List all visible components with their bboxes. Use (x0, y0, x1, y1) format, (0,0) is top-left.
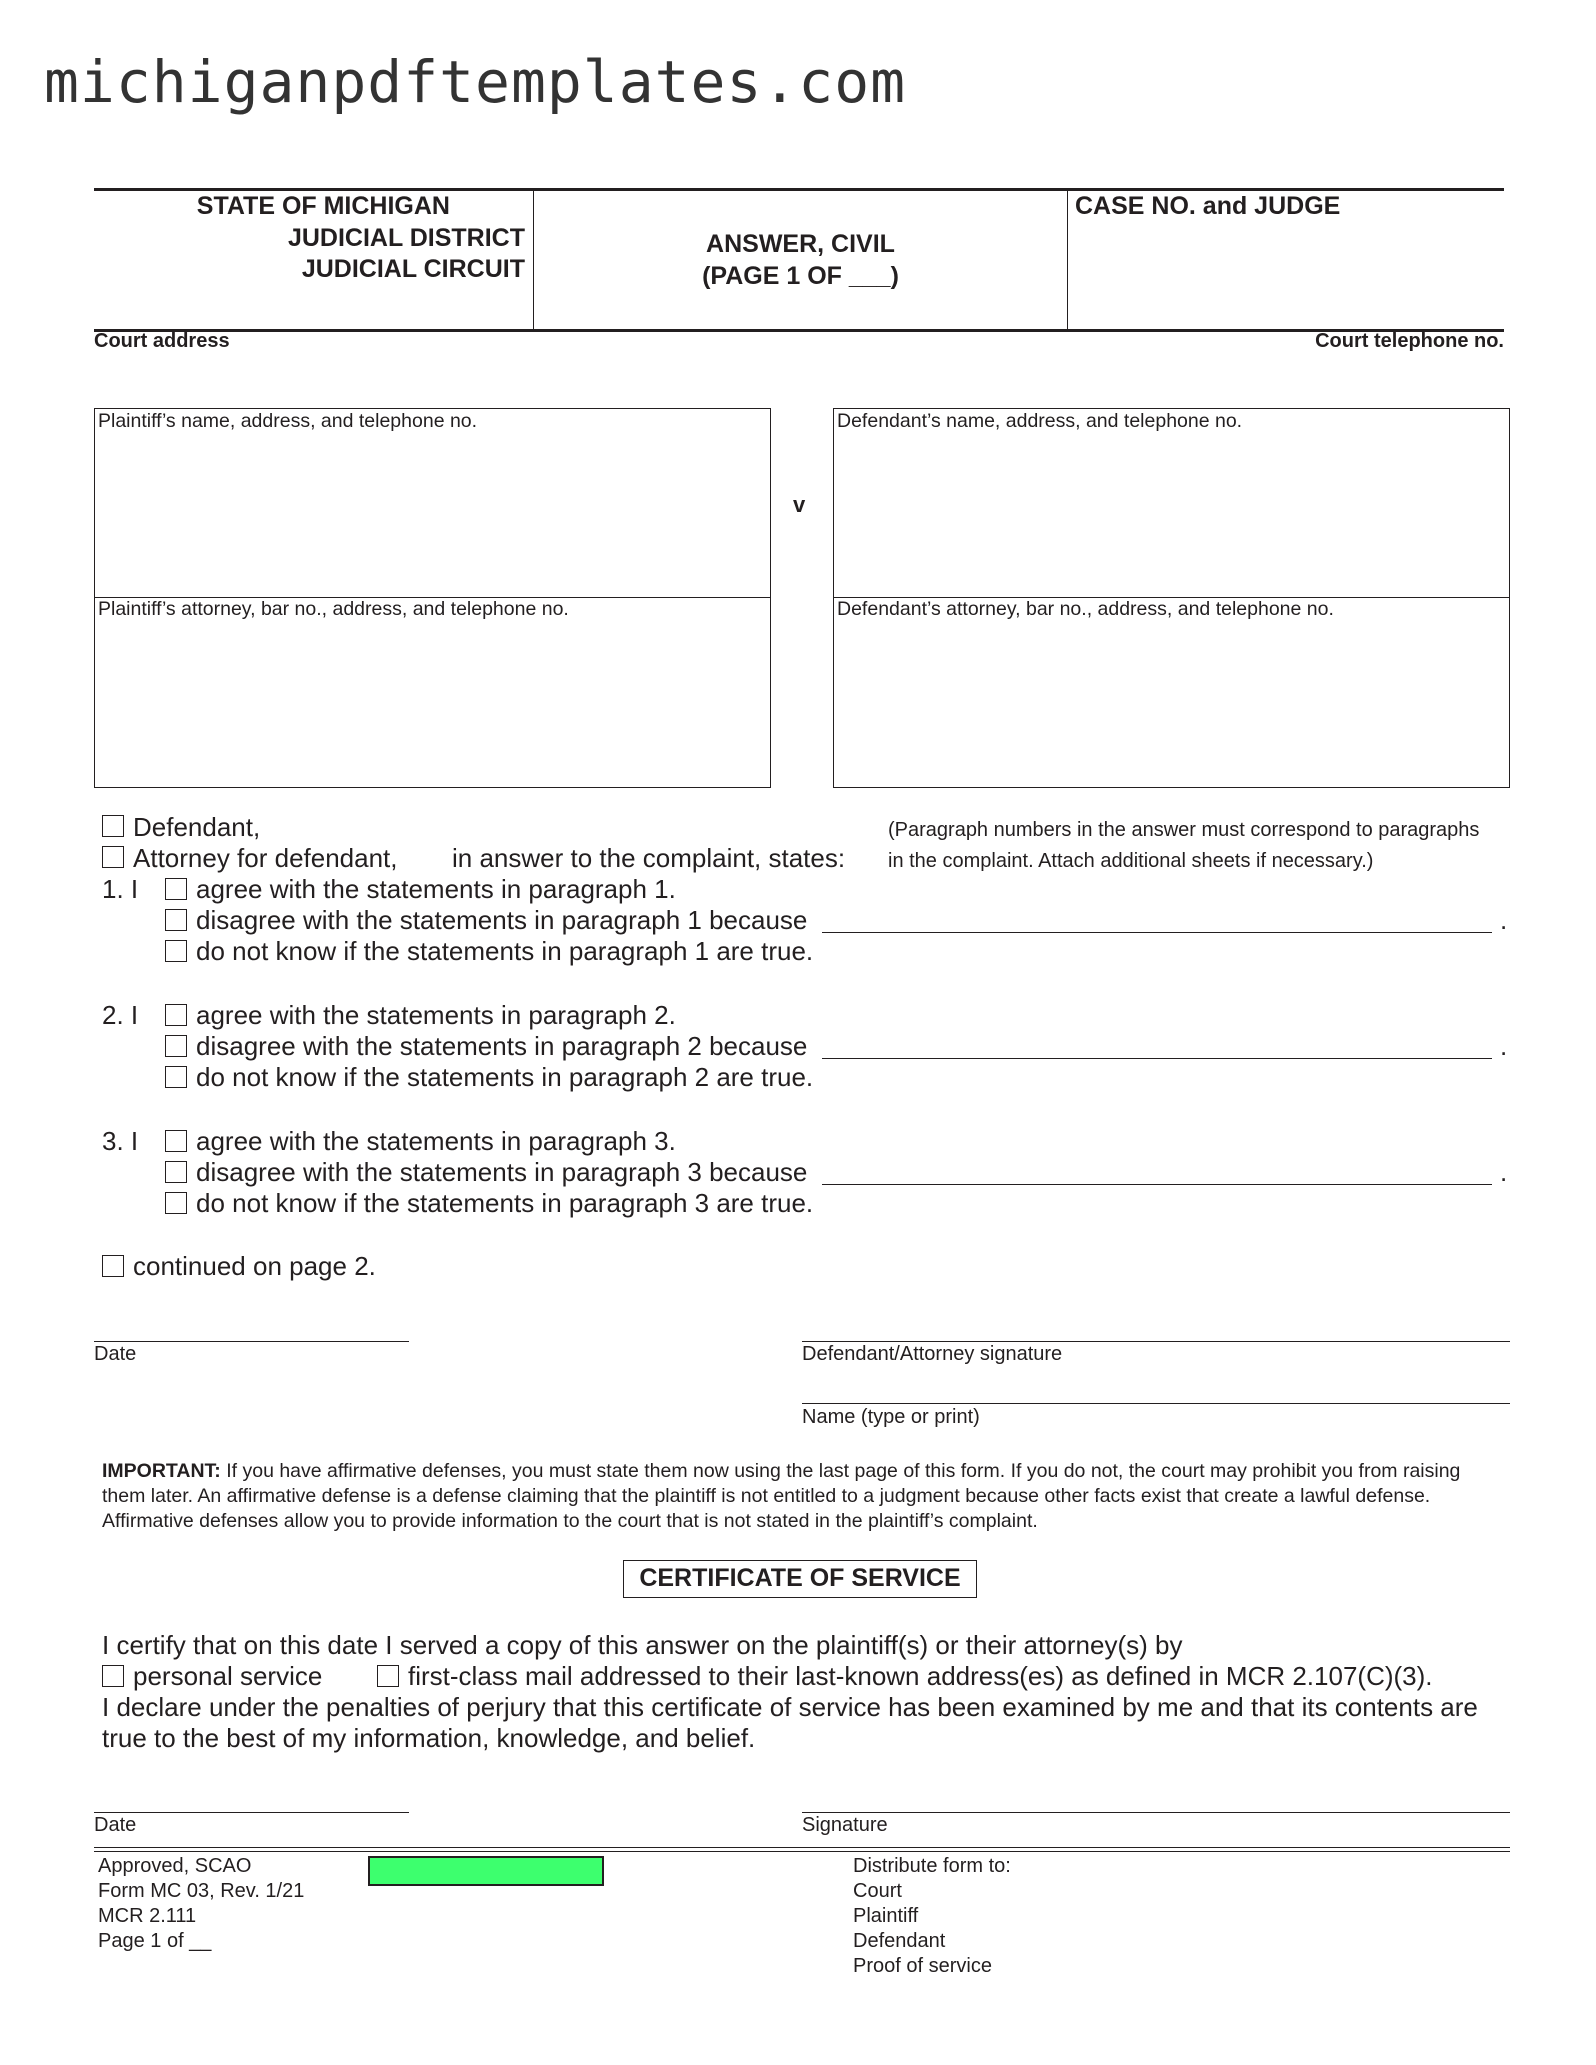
defendant-attorney-label: Defendant’s attorney, bar no., address, and telephone no. (837, 598, 1334, 620)
certificate-date-line[interactable] (94, 1812, 409, 1813)
paragraph-1-agree-checkbox[interactable] (165, 878, 187, 900)
paragraph-3-unknown-checkbox[interactable] (165, 1192, 187, 1214)
personal-service-checkbox[interactable] (102, 1665, 124, 1687)
paragraph-1-reason-line[interactable] (822, 932, 1492, 933)
highlight-box (368, 1856, 604, 1886)
paragraph-note-line2: in the complaint. Attach additional sheets if necessary.) (888, 850, 1374, 872)
paragraph-2-agree-label: agree with the statements in paragraph 2. (196, 1000, 676, 1030)
date-line[interactable] (94, 1341, 409, 1342)
plaintiff-attorney-label: Plaintiff’s attorney, bar no., address, and telephone no. (98, 598, 569, 620)
important-notice (102, 1459, 1508, 1534)
attorney-option-label: Attorney for defendant, (133, 843, 398, 873)
personal-service-label: personal service (133, 1661, 323, 1691)
versus-label: v (793, 492, 806, 517)
important-label: IMPORTANT: (102, 1460, 221, 1482)
certificate-line4: true to the best of my information, knowledge, and belief. (102, 1723, 756, 1753)
continued-label: continued on page 2. (133, 1251, 376, 1281)
paragraph-2-agree-checkbox[interactable] (165, 1004, 187, 1026)
footer-defendant: Defendant (853, 1930, 946, 1952)
paragraph-2-disagree-label: disagree with the statements in paragraph 2 because (196, 1031, 808, 1061)
signature-line[interactable] (802, 1341, 1510, 1342)
state-label: STATE OF MICHIGAN (196, 192, 450, 220)
attorney-checkbox[interactable] (102, 846, 124, 868)
name-label: Name (type or print) (802, 1406, 980, 1428)
footer-page: Page 1 of __ (98, 1930, 212, 1952)
footer-rule-top (94, 1847, 1510, 1848)
paragraph-3-agree-label: agree with the statements in paragraph 3. (196, 1126, 676, 1156)
paragraph-1-period: . (1500, 905, 1508, 935)
court-telephone-label: Court telephone no. (1315, 330, 1504, 352)
in-answer-label: in answer to the complaint, states: (452, 843, 846, 873)
paragraph-3-unknown-label: do not know if the statements in paragraph 3 are true. (196, 1188, 814, 1218)
mail-service-checkbox[interactable] (377, 1665, 399, 1687)
case-no-label: CASE NO. and JUDGE (1075, 192, 1341, 220)
paragraph-3-reason-line[interactable] (822, 1184, 1492, 1185)
form-page-of: (PAGE 1 OF ___) (702, 262, 899, 290)
paragraph-1-unknown-label: do not know if the statements in paragraph 1 are true. (196, 936, 814, 966)
header-divider-right (1067, 190, 1068, 329)
paragraph-3-number: 3. I (102, 1126, 139, 1156)
site-watermark: michiganpdftemplates.com (44, 48, 907, 116)
paragraph-1-agree-label: agree with the statements in paragraph 1. (196, 874, 676, 904)
paragraph-1-disagree-label: disagree with the statements in paragraph 1 because (196, 905, 808, 935)
defendant-option-label: Defendant, (133, 812, 261, 842)
footer-distribute: Distribute form to: (853, 1855, 1011, 1877)
defendant-checkbox[interactable] (102, 815, 124, 837)
paragraph-2-unknown-checkbox[interactable] (165, 1066, 187, 1088)
certificate-title: CERTIFICATE OF SERVICE (623, 1560, 977, 1598)
plaintiff-label: Plaintiff’s name, address, and telephone no. (98, 410, 478, 432)
paragraph-3-disagree-label: disagree with the statements in paragraph 3 because (196, 1157, 808, 1187)
date-label: Date (94, 1343, 137, 1365)
certificate-line3: I declare under the penalties of perjury that this certificate of service has been examined by me and that its contents are (102, 1692, 1478, 1722)
paragraph-1-unknown-checkbox[interactable] (165, 940, 187, 962)
paragraph-note-line1: (Paragraph numbers in the answer must correspond to paragraphs (888, 819, 1480, 841)
continued-checkbox[interactable] (102, 1255, 124, 1277)
footer-form-number: Form MC 03, Rev. 1/21 (98, 1880, 305, 1902)
defendant-label: Defendant’s name, address, and telephone no. (837, 410, 1243, 432)
judicial-district-label: JUDICIAL DISTRICT (287, 224, 525, 252)
certificate-signature-line[interactable] (802, 1812, 1510, 1813)
certificate-date-label: Date (94, 1814, 137, 1836)
paragraph-2-reason-line[interactable] (822, 1058, 1492, 1059)
mail-service-label: first-class mail addressed to their last-known address(es) as defined in MCR 2.107(C)(3). (408, 1661, 1433, 1691)
paragraph-3-disagree-checkbox[interactable] (165, 1161, 187, 1183)
signature-label: Defendant/Attorney signature (802, 1343, 1063, 1365)
footer-rule-bottom (94, 1851, 1510, 1852)
footer-proof-of-service: Proof of service (853, 1955, 992, 1977)
paragraph-2-period: . (1500, 1031, 1508, 1061)
important-text: If you have affirmative defenses, you must state them now using the last page of this form. If you do not, the court may prohibit you from raising them later. An affirmative defense is a defense claiming that the plaintiff is not entitled to a judgment because other facts exist that create a lawful defense. Affirmative defenses allow you to provide information to the court that is not stated in the plaintiff’s complaint. (102, 1460, 1461, 1532)
judicial-circuit-label: JUDICIAL CIRCUIT (301, 255, 525, 283)
court-address-label: Court address (94, 330, 230, 352)
paragraph-2-unknown-label: do not know if the statements in paragraph 2 are true. (196, 1062, 814, 1092)
paragraph-2-disagree-checkbox[interactable] (165, 1035, 187, 1057)
form-title: ANSWER, CIVIL (706, 230, 895, 258)
footer-mcr: MCR 2.111 (98, 1905, 197, 1927)
name-line[interactable] (802, 1403, 1510, 1404)
certificate-line1: I certify that on this date I served a copy of this answer on the plaintiff(s) or their attorney(s) by (102, 1630, 1183, 1660)
certificate-signature-label: Signature (802, 1814, 888, 1836)
footer-plaintiff: Plaintiff (853, 1905, 919, 1927)
paragraph-3-agree-checkbox[interactable] (165, 1130, 187, 1152)
footer-approved: Approved, SCAO (98, 1855, 252, 1877)
paragraph-3-period: . (1500, 1157, 1508, 1187)
paragraph-1-number: 1. I (102, 874, 139, 904)
paragraph-2-number: 2. I (102, 1000, 139, 1030)
paragraph-1-disagree-checkbox[interactable] (165, 909, 187, 931)
footer-court: Court (853, 1880, 902, 1902)
